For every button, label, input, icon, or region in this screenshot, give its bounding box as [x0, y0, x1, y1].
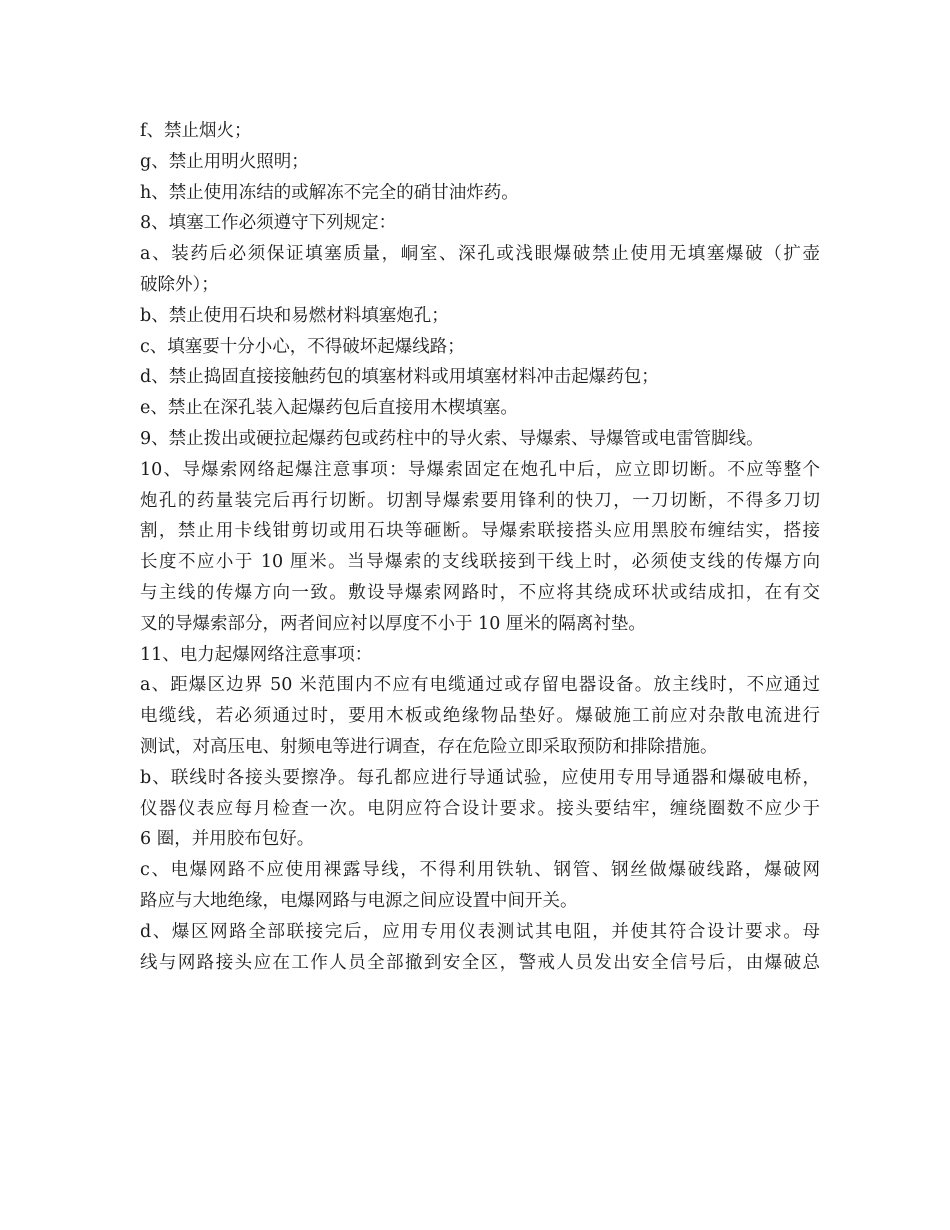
text-line: 11、电力起爆网络注意事项： — [140, 644, 373, 665]
text-line: 10、导爆索网络起爆注意事项：导爆索固定在炮孔中后，应立即切断。不应等整个 — [140, 459, 820, 480]
text-line: e、禁止在深孔装入起爆药包后直接用木楔填塞。 — [140, 398, 518, 419]
text-line: b、禁止使用石块和易燃材料填塞炮孔； — [140, 305, 449, 326]
text-line: 叉的导爆索部分，两者间应衬以厚度不小于 10 厘米的隔离衬垫。 — [140, 613, 646, 634]
text-line: 线与网路接头应在工作人员全部撤到安全区，警戒人员发出安全信号后，由爆破总 — [140, 952, 820, 973]
text-line: 仪器仪表应每月检查一次。电阴应符合设计要求。接头要结牢，缠绕圈数不应少于 — [140, 798, 820, 819]
text-line: 炮孔的药量装完后再行切断。切割导爆索要用锋利的快刀，一刀切断，不得多刀切 — [140, 490, 820, 511]
text-line: 与主线的传爆方向一致。敷设导爆索网路时，不应将其绕成环状或结成扣，在有交 — [140, 582, 820, 603]
text-line: b、联线时各接头要擦净。每孔都应进行导通试验，应使用专用导通器和爆破电桥， — [140, 767, 820, 788]
text-line: a、距爆区边界 50 米范围内不应有电缆通过或存留电器设备。放主线时，不应通过 — [140, 675, 820, 696]
text-line: d、爆区网路全部联接完后，应用专用仪表测试其电阻，并使其符合设计要求。母 — [140, 921, 820, 942]
text-line: f、禁止烟火； — [140, 121, 252, 141]
text-line: 6 圈，并用胶布包好。 — [140, 829, 315, 850]
text-line: g、禁止用明火照明； — [140, 151, 309, 172]
text-line: 割，禁止用卡线钳剪切或用石块等砸断。导爆索联接搭头应用黑胶布缠结实，搭接 — [140, 521, 820, 542]
text-line: 电缆线，若必须通过时，要用木板或绝缘物品垫好。爆破施工前应对杂散电流进行 — [140, 706, 820, 727]
text-line: c、填塞要十分小心，不得破坏起爆线路； — [140, 336, 465, 357]
text-line: c、电爆网路不应使用裸露导线，不得利用铁轨、钢管、钢丝做爆破线路，爆破网 — [140, 860, 820, 881]
document-body — [140, 116, 820, 978]
text-line: 测试，对高压电、射频电等进行调查，存在危险立即采取预防和排除措施。 — [140, 736, 718, 757]
text-line: a、装药后必须保证填塞质量，峒室、深孔或浅眼爆破禁止使用无填塞爆破（扩壶 — [140, 244, 820, 265]
text-line: h、禁止使用冻结的或解冻不完全的硝甘油炸药。 — [140, 182, 519, 203]
text-line: 长度不应小于 10 厘米。当导爆索的支线联接到干线上时，必须使支线的传爆方向 — [140, 552, 820, 573]
text-line: d、禁止捣固直接接触药包的填塞材料或用填塞材料冲击起爆药包； — [140, 367, 659, 388]
text-line: 9、禁止拨出或硬拉起爆药包或药柱中的导火索、导爆索、导爆管或电雷管脚线。 — [140, 428, 764, 449]
text-line: 路应与大地绝缘，电爆网路与电源之间应设置中间开关。 — [140, 890, 578, 911]
text-line: 破除外）； — [140, 274, 219, 295]
text-line: 8、填塞工作必须遵守下列规定： — [140, 213, 397, 234]
